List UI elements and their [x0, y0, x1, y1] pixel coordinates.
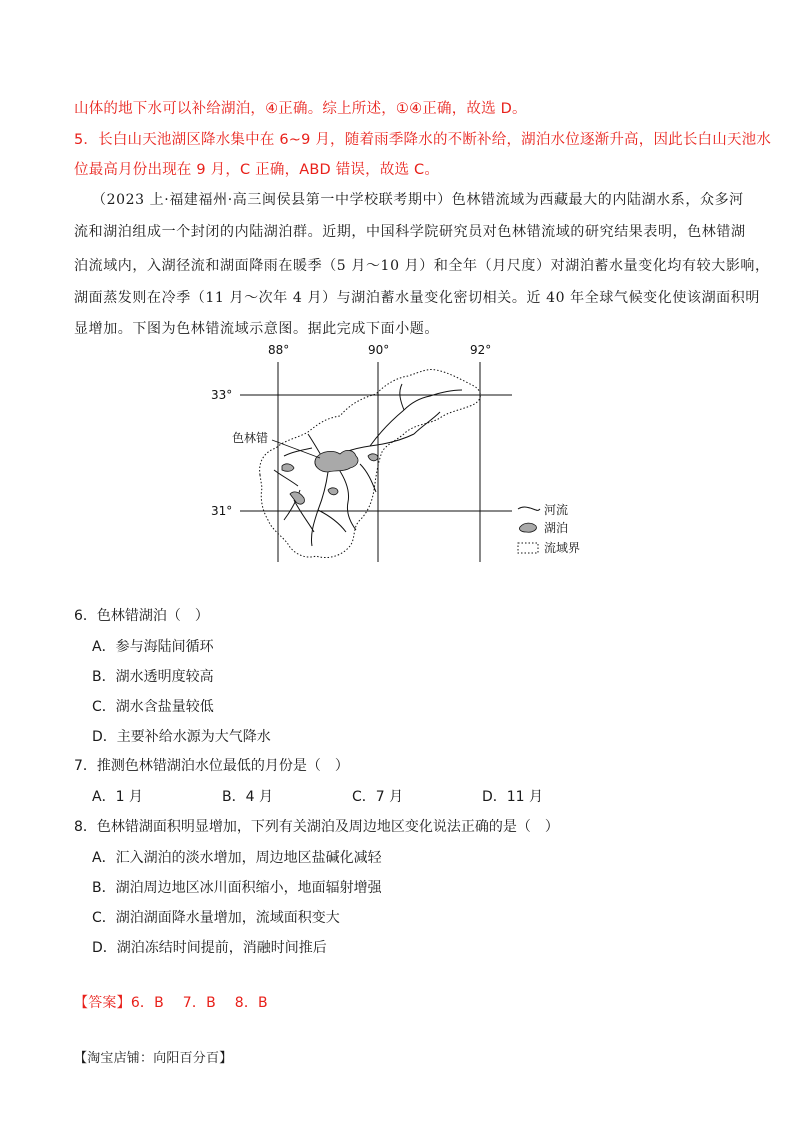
question-7-option-d: D．11 月: [482, 789, 544, 805]
lon-label-90: 90°: [368, 343, 390, 357]
question-8-stem: 8．色林错湖面积明显增加，下列有关湖泊及周边地区变化说法正确的是（ ）: [74, 819, 559, 835]
lake-south: [328, 488, 338, 495]
legend-boundary-icon: [518, 543, 538, 553]
explanation-line-3: 位最高月份出现在 9 月，C 正确，ABD 错误，故选 C。: [74, 162, 440, 178]
answer-line: [74, 992, 268, 1012]
question-7-option-c: C．7 月: [352, 789, 404, 805]
question-6-option-b: B．湖水透明度较高: [92, 669, 214, 685]
question-6-stem: 6．色林错湖泊（ ）: [74, 608, 209, 624]
explanation-line-1: 山体的地下水可以补给湖泊，④正确。综上所述，①④正确，故选 D。: [74, 101, 527, 117]
legend: [518, 502, 580, 555]
answer-text: 6．B 7．B 8．B: [130, 995, 268, 1011]
legend-river-label: 河流: [544, 503, 569, 517]
lat-label-31: 31°: [211, 504, 233, 518]
answer-label: 【答案】: [74, 995, 131, 1011]
question-8-option-b: B．湖泊周边地区冰川面积缩小，地面辐射增强: [92, 880, 382, 896]
selinco-label: 色林错: [232, 431, 269, 445]
lake-southwest: [290, 492, 304, 504]
basin-boundary: [260, 369, 481, 557]
lake-east: [368, 454, 378, 461]
question-6-option-a: A．参与海陆间循环: [92, 639, 214, 655]
rivers: [274, 384, 462, 546]
legend-lake-label: 湖泊: [544, 521, 569, 535]
selinco-leader: [272, 440, 320, 458]
question-8-option-d: D．湖泊冻结时间提前，消融时间推后: [92, 940, 327, 956]
passage-line-1: （2023 上·福建福州·高三闽侯县第一中学校联考期中）色林错流域为西藏最大的内陆湖水系，众多河: [92, 192, 744, 208]
passage-line-3: 泊流域内，入湖径流和湖面降雨在暖季（5 月～10 月）和全年（月尺度）对湖泊蓄水量变化均有较大影响，: [74, 258, 770, 274]
lon-label-88: 88°: [268, 343, 290, 357]
explanation-line-2: 5．长白山天池湖区降水集中在 6~9 月，随着雨季降水的不断补给，湖泊水位逐渐升高，因此长白山天池水: [74, 132, 772, 148]
lon-label-92: 92°: [470, 343, 492, 357]
footer-shop: 【淘宝店铺：向阳百分百】: [74, 1051, 233, 1066]
selinco-lake: [315, 450, 358, 472]
question-7-stem: 7．推测色林错湖泊水位最低的月份是（ ）: [74, 758, 349, 774]
lake-west: [282, 464, 294, 471]
passage-line-4: 湖面蒸发则在冷季（11 月～次年 4 月）与湖泊蓄水量变化密切相关。近 40 年全球气候变化使该湖面积明: [74, 290, 760, 306]
question-8-option-a: A．汇入湖泊的淡水增加，周边地区盐碱化减轻: [92, 850, 382, 866]
question-6-option-d: D．主要补给水源为大气降水: [92, 729, 271, 745]
legend-boundary-label: 流域界: [544, 541, 581, 555]
legend-lake-icon: [519, 523, 536, 532]
question-6-option-c: C．湖水含盐量较低: [92, 699, 214, 715]
question-7-option-b: B．4 月: [222, 789, 273, 805]
selinco-basin-map: [200, 340, 600, 575]
lat-label-33: 33°: [211, 388, 233, 402]
question-8-option-c: C．湖泊湖面降水量增加，流域面积变大: [92, 910, 340, 926]
legend-river-icon: [518, 507, 540, 510]
passage-line-2: 流和湖泊组成一个封闭的内陆湖泊群。近期，中国科学院研究员对色林错流域的研究结果表明，色林错湖: [74, 224, 746, 240]
question-7-option-a: A．1 月: [92, 789, 143, 805]
passage-line-5: 显增加。下图为色林错流域示意图。据此完成下面小题。: [74, 321, 439, 337]
